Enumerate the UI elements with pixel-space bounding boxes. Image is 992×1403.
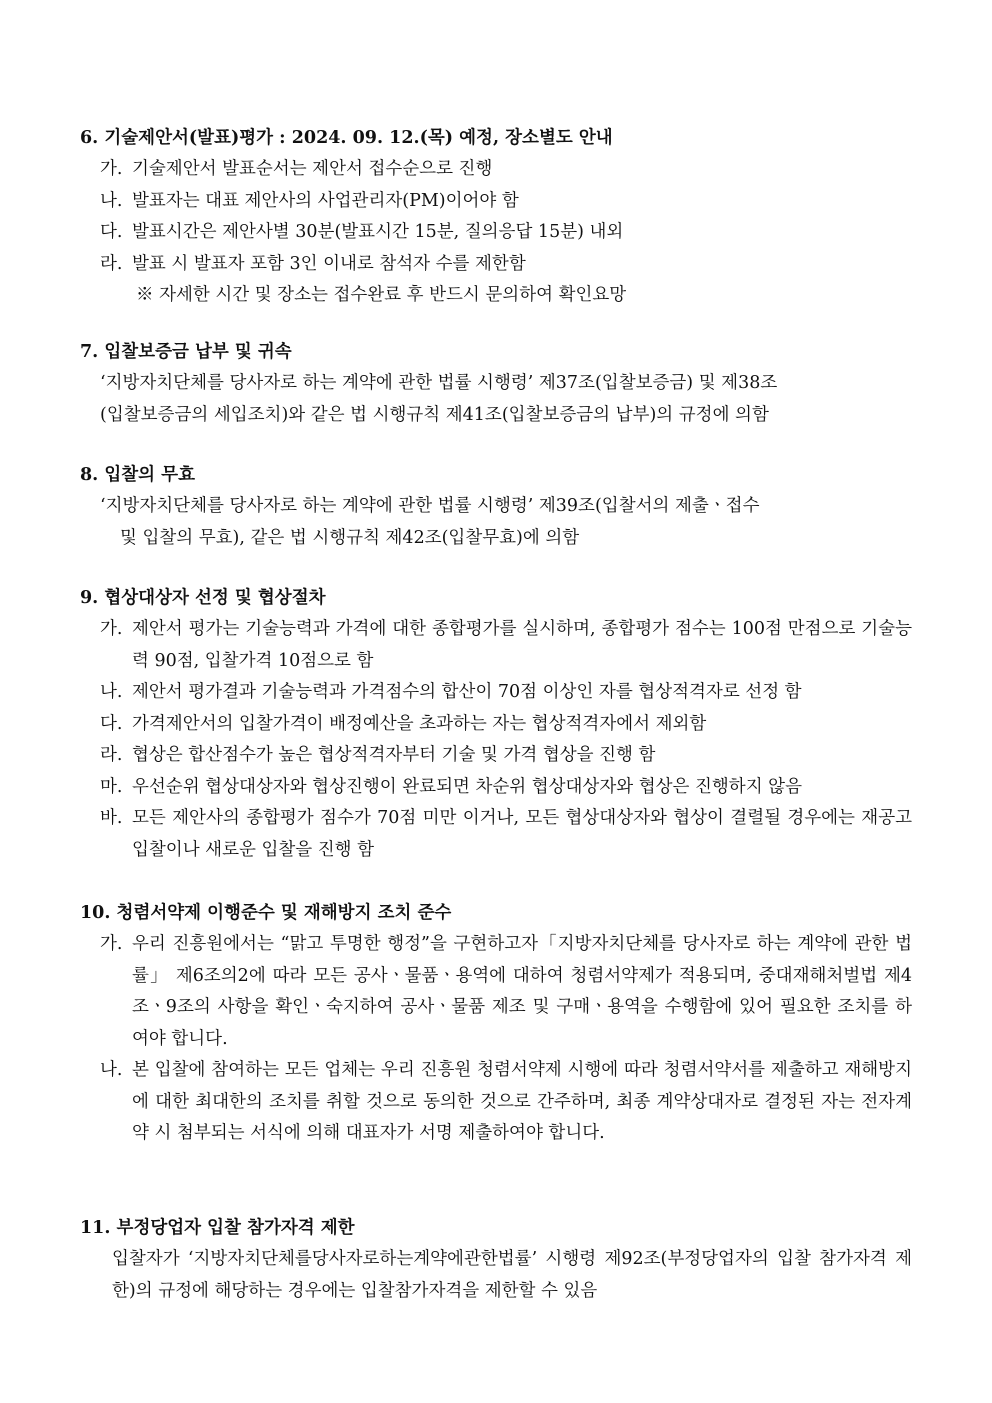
list-item	[80, 772, 912, 804]
section-6-title: 6. 기술제안서(발표)평가 : 2024. 09. 12.(목) 예정, 장소별도 안내	[80, 128, 613, 148]
item-text: 우리 진흥원에서는 “맑고 투명한 행정”을 구현하고자「지방자치단체를 당사자로 하는 계약에 관한 법률」 제6조의2에 따라 모든 공사ㆍ물품ㆍ용역에 대하여 청렴서약제가 적용되며, 중대재해처벌법 제4조ㆍ9조의 사항을 확인ㆍ숙지하여 공사ㆍ물품 제조 및 구매ㆍ용역을 수행함에 있어 필요한 조치를 하여야 합니다.	[132, 934, 912, 1049]
section-9-title: 9. 협상대상자 선정 및 협상절차	[80, 588, 326, 608]
section-8-title: 8. 입찰의 무효	[80, 465, 195, 485]
section-11-text: 입찰자가 ‘지방자치단체를당사자로하는계약에관한법률’ 시행령 제92조(부정당업자의 입찰 참가자격 제한)의 규정에 해당하는 경우에는 입찰참가자격을 제한할 수 있음	[112, 1249, 912, 1301]
item-text: 본 입찰에 참여하는 모든 업체는 우리 진흥원 청렴서약제 시행에 따라 청렴서약서를 제출하고 재해방지에 대한 최대한의 조치를 취할 것으로 동의한 것으로 간주하며, 최종 계약상대자로 결정된 자는 전자계약 시 첨부되는 서식에 의해 대표자가 서명 제출하여야 합니다.	[132, 1060, 912, 1143]
section-6	[80, 123, 912, 312]
list-item	[80, 803, 912, 866]
item-marker: 라.	[100, 253, 123, 274]
list-item	[80, 249, 912, 281]
item-text: 모든 제안사의 종합평가 점수가 70점 미만 이거나, 모든 협상대상자와 협상이 결렬될 경우에는 재공고입찰이나 새로운 입찰을 진행 함	[132, 808, 912, 860]
section-7-line-2: (입찰보증금의 세입조치)와 같은 법 시행규칙 제41조(입찰보증금의 납부)의 규정에 의함	[100, 404, 769, 425]
list-item	[80, 1055, 912, 1150]
list-item	[80, 614, 912, 677]
list-item	[80, 709, 912, 741]
item-text: 제안서 평가는 기술능력과 가격에 대한 종합평가를 실시하며, 종합평가 점수는 100점 만점으로 기술능력 90점, 입찰가격 10점으로 함	[132, 619, 912, 671]
section-8-line-1: ‘지방자치단체를 당사자로 하는 계약에 관한 법률 시행령’ 제39조(입찰서의 제출ㆍ접수	[100, 496, 760, 516]
list-item	[80, 217, 912, 249]
item-text: 발표 시 발표자 포함 3인 이내로 참석자 수를 제한함	[132, 253, 526, 274]
item-text: 우선순위 협상대상자와 협상진행이 완료되면 차순위 협상대상자와 협상은 진행하지 않음	[132, 776, 802, 797]
item-marker: 나.	[100, 682, 123, 702]
item-marker: 다.	[100, 713, 123, 734]
section-8-line-2: 및 입찰의 무효), 같은 법 시행규칙 제42조(입찰무효)에 의함	[120, 527, 580, 548]
section-8	[80, 460, 912, 554]
list-item	[80, 186, 912, 218]
item-text: 기술제안서 발표순서는 제안서 접수순으로 진행	[132, 159, 493, 179]
item-marker: 가.	[100, 159, 123, 179]
item-marker: 바.	[100, 808, 123, 828]
section-7	[80, 337, 912, 431]
item-marker: 가.	[100, 934, 123, 954]
section-6-note: ※ 자세한 시간 및 장소는 접수완료 후 반드시 문의하여 확인요망	[136, 285, 627, 305]
list-item	[80, 740, 912, 772]
section-11	[80, 1213, 912, 1307]
section-11-title: 11. 부정당업자 입찰 참가자격 제한	[80, 1218, 355, 1238]
item-marker: 다.	[100, 222, 123, 242]
item-marker: 가.	[100, 619, 123, 639]
item-text: 가격제안서의 입찰가격이 배정예산을 초과하는 자는 협상적격자에서 제외함	[132, 713, 707, 734]
section-9	[80, 583, 912, 866]
item-text: 협상은 합산점수가 높은 협상적격자부터 기술 및 가격 협상을 진행 함	[132, 745, 656, 765]
list-item	[80, 929, 912, 1055]
item-marker: 마.	[100, 776, 123, 797]
item-marker: 나.	[100, 190, 123, 211]
item-text: 제안서 평가결과 기술능력과 가격점수의 합산이 70점 이상인 자를 협상적격자로 선정 함	[132, 682, 802, 702]
section-7-title: 7. 입찰보증금 납부 및 귀속	[80, 342, 292, 362]
list-item	[80, 154, 912, 186]
item-marker: 라.	[100, 745, 123, 765]
item-text: 발표자는 대표 제안사의 사업관리자(PM)이어야 함	[132, 190, 519, 211]
section-7-line-1: ‘지방자치단체를 당사자로 하는 계약에 관한 법률 시행령’ 제37조(입찰보증금) 및 제38조	[100, 373, 778, 393]
list-item	[80, 677, 912, 709]
section-10-title: 10. 청렴서약제 이행준수 및 재해방지 조치 준수	[80, 903, 452, 923]
item-marker: 나.	[100, 1060, 123, 1080]
section-10	[80, 898, 912, 1150]
item-text: 발표시간은 제안사별 30분(발표시간 15분, 질의응답 15분) 내외	[132, 222, 624, 242]
